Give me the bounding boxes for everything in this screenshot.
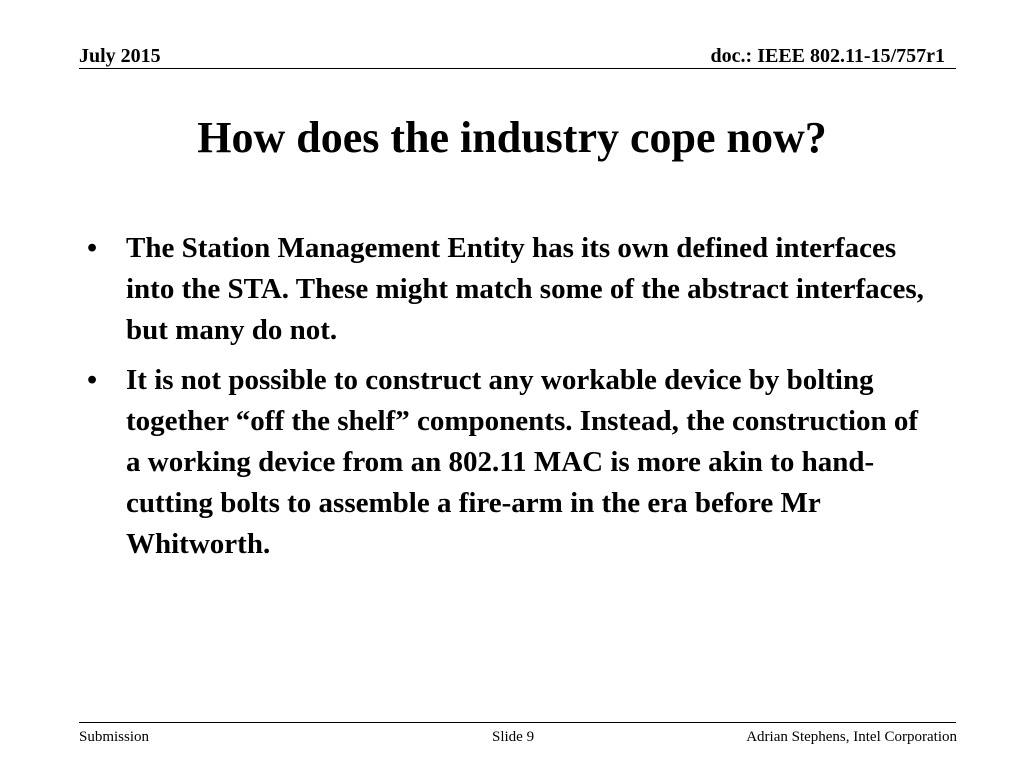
header-date: July 2015	[79, 45, 161, 67]
bullet-icon: •	[87, 232, 98, 264]
bullet-item	[87, 228, 927, 351]
bullet-item	[87, 360, 927, 565]
footer-slide-number: Slide 9	[492, 729, 535, 745]
header-doc-id: doc.: IEEE 802.11-15/757r1	[710, 45, 945, 67]
bullet-text: It is not possible to construct any workable device by bolting together “off the shelf” components. Instead, the construction of a working device from an 802.11 MAC is more akin to hand-cutting bolts to assemble a fire-arm in the era before Mr Whitworth.	[126, 364, 919, 560]
footer-divider	[79, 722, 956, 723]
bullet-list	[87, 228, 927, 574]
bullet-icon: •	[87, 364, 98, 396]
header-divider	[79, 68, 956, 69]
footer-author: Adrian Stephens, Intel Corporation	[746, 729, 957, 745]
slide-title: How does the industry cope now?	[197, 113, 827, 162]
bullet-text: The Station Management Entity has its own defined interfaces into the STA. These might match some of the abstract interfaces, but many do not.	[126, 232, 924, 346]
footer-submission: Submission	[79, 729, 150, 745]
